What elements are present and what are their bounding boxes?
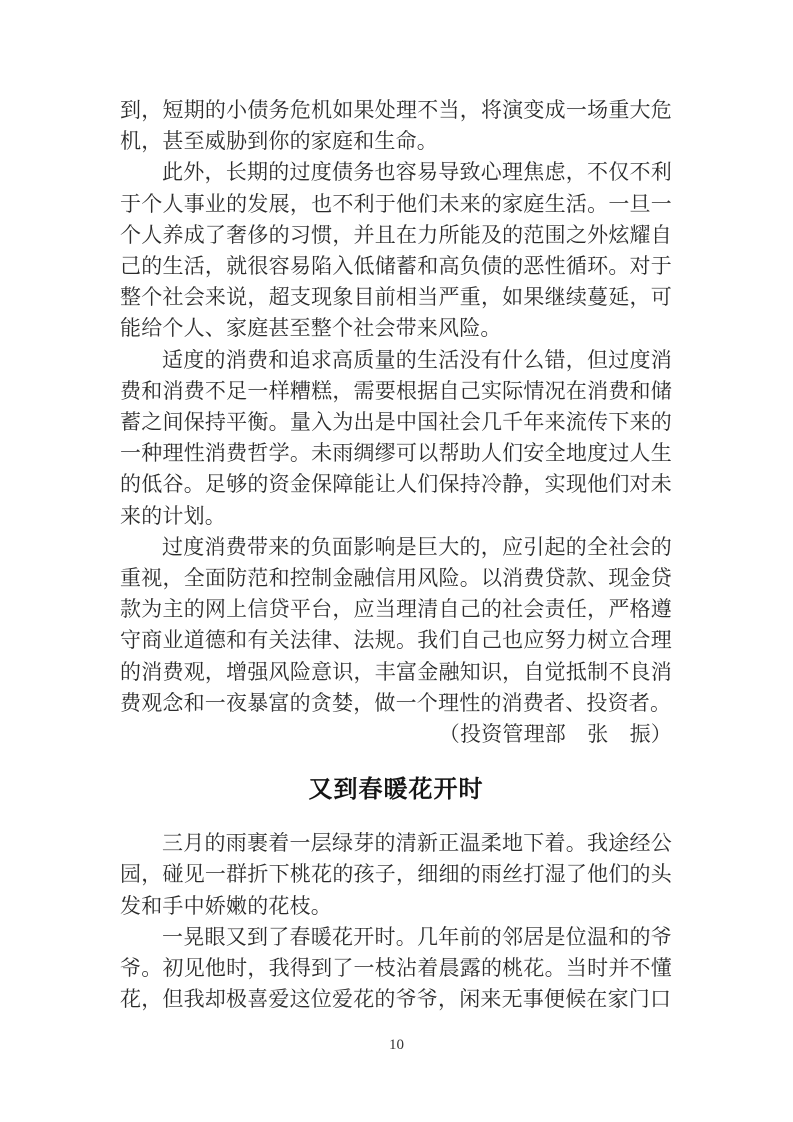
text-block bbox=[120, 95, 672, 1015]
paragraph-continuation: 到，短期的小债务危机如果处理不当，将演变成一场重大危机，甚至威胁到你的家庭和生命。 bbox=[120, 98, 672, 154]
paragraph: 适度的消费和追求高质量的生活没有什么错，但过度消费和消费不足一样糟糕，需要根据自己实际情况在消费和储蓄之间保持平衡。量入为出是中国社会几千年来流传下来的一种理性消费哲学。未雨绸缪可以帮助人们安全地度过人生的低谷。足够的资金保障能让人们保持冷静，实现他们对未来的计划。 bbox=[120, 347, 672, 528]
paragraph: 过度消费带来的负面影响是巨大的，应引起的全社会的重视，全面防范和控制金融信用风险。以消费贷款、现金贷款为主的网上信贷平台，应当理清自己的社会责任，严格遵守商业道德和有关法律、法规。我们自己也应努力树立合理的消费观，增强风险意识，丰富金融知识，自觉抵制不良消费观念和一夜暴富的贪婪，做一个理性的消费者、投资者。 bbox=[120, 534, 672, 715]
paragraph: 三月的雨裹着一层绿芽的清新正温柔地下着。我途经公园，碰见一群折下桃花的孩子，细细的雨丝打湿了他们的头发和手中娇嫩的花枝。 bbox=[120, 831, 672, 918]
paragraph: 此外，长期的过度债务也容易导致心理焦虑，不仅不利于个人事业的发展，也不利于他们未来的家庭生活。一旦一个人养成了奢侈的习惯，并且在力所能及的范围之外炫耀自己的生活，就很容易陷入低储蓄和高负债的恶性循环。对于整个社会来说，超支现象目前相当严重，如果继续蔓延，可能给个人、家庭甚至整个社会带来风险。 bbox=[120, 160, 672, 341]
article-title: 又到春暖花开时 bbox=[308, 776, 484, 804]
byline: （投资管理部 张 振） bbox=[438, 722, 672, 747]
page-number: 10 bbox=[389, 1037, 404, 1053]
paragraph: 一晃眼又到了春暖花开时。几年前的邻居是位温和的爷爷。初见他时，我得到了一枝沾着晨露的桃花。当时并不懂花，但我却极喜爱这位爱花的爷爷，闲来无事便候在家门口 bbox=[120, 924, 672, 1012]
